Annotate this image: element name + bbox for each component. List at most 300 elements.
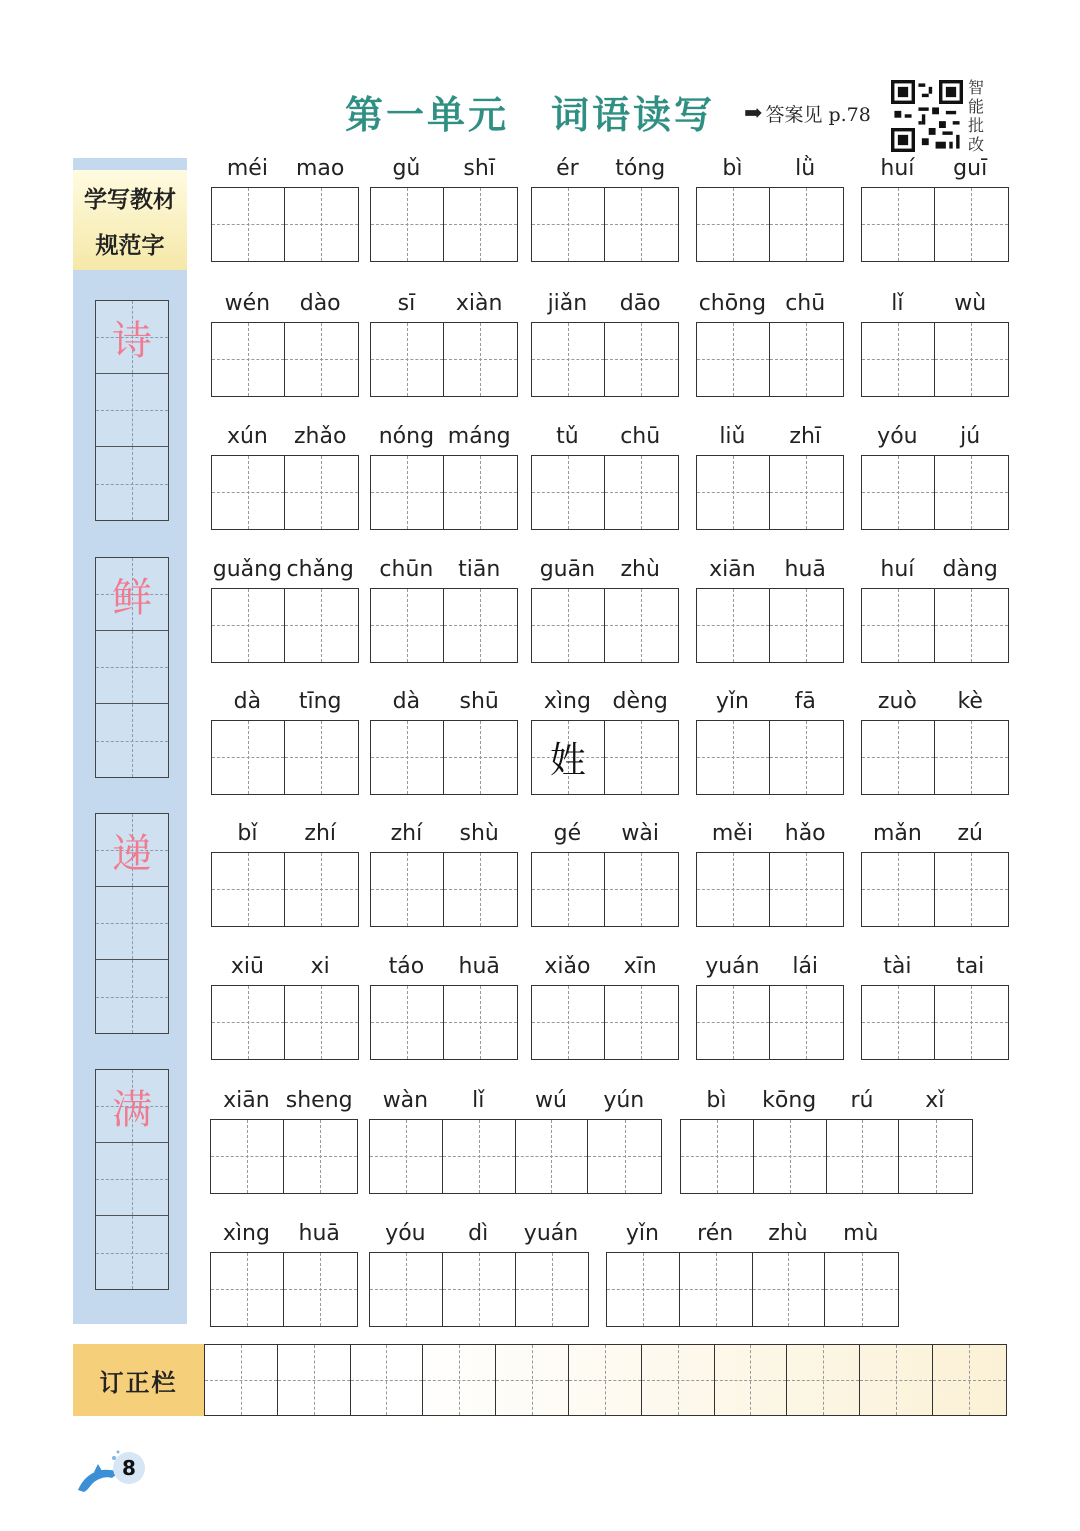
- word-item: [680, 1088, 974, 1198]
- qr-caption: 智 能 批 改: [967, 78, 984, 154]
- writing-boxes: [696, 852, 844, 927]
- writing-box[interactable]: [212, 456, 285, 529]
- writing-box[interactable]: [285, 188, 358, 261]
- practice-cell[interactable]: [96, 1143, 168, 1216]
- writing-box[interactable]: [605, 589, 678, 662]
- pinyin-label: wàn: [382, 1088, 429, 1113]
- writing-box[interactable]: [770, 188, 843, 261]
- word-item: [531, 156, 680, 266]
- model-char: 诗: [112, 317, 152, 364]
- writing-box[interactable]: [588, 1120, 661, 1193]
- correction-box[interactable]: [787, 1345, 860, 1415]
- correction-label: 订正栏: [73, 1344, 204, 1416]
- pinyin-label: zhù: [620, 557, 660, 582]
- writing-boxes: [861, 852, 1009, 927]
- writing-box[interactable]: [935, 986, 1008, 1059]
- sidebar-heading: 学写教材 规范字: [73, 170, 187, 270]
- writing-box[interactable]: [697, 986, 770, 1059]
- writing-boxes: [370, 455, 518, 530]
- writing-box[interactable]: [532, 853, 605, 926]
- writing-box[interactable]: [532, 589, 605, 662]
- writing-boxes: [211, 720, 359, 795]
- writing-box[interactable]: [212, 986, 285, 1059]
- writing-box[interactable]: [285, 853, 358, 926]
- model-char-column: [95, 813, 169, 1034]
- word-item: [861, 557, 1010, 667]
- writing-box[interactable]: [444, 853, 517, 926]
- writing-boxes: [680, 1119, 973, 1194]
- model-char-cell: [96, 301, 168, 374]
- pinyin-label: wén: [224, 291, 271, 316]
- word-item: [370, 689, 519, 799]
- pinyin-label: yóu: [877, 424, 918, 449]
- pinyin-label: jú: [960, 424, 981, 449]
- pinyin-label: lǐ: [891, 291, 904, 316]
- practice-cell[interactable]: [96, 1216, 168, 1289]
- writing-boxes: [531, 985, 679, 1060]
- writing-box[interactable]: [697, 589, 770, 662]
- correction-box[interactable]: [715, 1345, 788, 1415]
- pinyin-label: wù: [954, 291, 987, 316]
- writing-box[interactable]: [935, 188, 1008, 261]
- writing-box[interactable]: [444, 589, 517, 662]
- writing-box[interactable]: [444, 456, 517, 529]
- writing-boxes: [211, 852, 359, 927]
- model-char-column: [95, 1069, 169, 1290]
- word-item: [370, 954, 519, 1064]
- pinyin-label: zhī: [789, 424, 821, 449]
- writing-box[interactable]: [211, 1120, 284, 1193]
- writing-boxes: [370, 720, 518, 795]
- word-item: [606, 1221, 900, 1331]
- model-char-cell: [96, 1070, 168, 1143]
- word-item: [370, 424, 519, 534]
- writing-box[interactable]: [443, 1253, 516, 1326]
- writing-boxes: [531, 852, 679, 927]
- word-item: [369, 1221, 590, 1331]
- writing-boxes: [370, 187, 518, 262]
- pinyin-label: gǔ: [392, 156, 421, 181]
- practice-cell[interactable]: [96, 960, 168, 1033]
- word-item: [211, 821, 360, 931]
- word-item: [370, 156, 519, 266]
- model-char-cell: [96, 814, 168, 887]
- writing-boxes: [370, 322, 518, 397]
- pinyin-label: dāo: [619, 291, 661, 316]
- writing-box[interactable]: [681, 1120, 754, 1193]
- pinyin-label: yuán: [523, 1221, 579, 1246]
- qr-code-icon[interactable]: [891, 80, 963, 152]
- writing-box[interactable]: [211, 1253, 284, 1326]
- correction-box[interactable]: [860, 1345, 933, 1415]
- writing-box[interactable]: [444, 323, 517, 396]
- word-item: [211, 954, 360, 1064]
- pinyin-label: xi: [310, 954, 330, 979]
- page-title: [345, 86, 715, 136]
- word-item: [210, 1221, 359, 1331]
- practice-cell[interactable]: [96, 704, 168, 777]
- word-item: [531, 821, 680, 931]
- word-item: [369, 1088, 663, 1198]
- writing-box[interactable]: [532, 323, 605, 396]
- pinyin-label: shù: [459, 821, 499, 846]
- word-item: [696, 821, 845, 931]
- pinyin-label: guān: [539, 557, 596, 582]
- pinyin-label: tóng: [615, 156, 666, 181]
- writing-box[interactable]: [697, 456, 770, 529]
- writing-box[interactable]: [285, 456, 358, 529]
- pinyin-label: bì: [722, 156, 743, 181]
- practice-cell[interactable]: [96, 887, 168, 960]
- writing-box[interactable]: [212, 721, 285, 794]
- writing-box[interactable]: [770, 853, 843, 926]
- word-item: [210, 1088, 359, 1198]
- pinyin-label: lái: [792, 954, 819, 979]
- pinyin-label: chū: [785, 291, 826, 316]
- writing-box[interactable]: [371, 323, 444, 396]
- writing-box[interactable]: [605, 853, 678, 926]
- model-char: 鲜: [112, 574, 152, 621]
- pinyin-label: yǐn: [625, 1221, 659, 1246]
- writing-box[interactable]: [770, 986, 843, 1059]
- writing-box[interactable]: [285, 721, 358, 794]
- pinyin-label: kōng: [762, 1088, 817, 1113]
- word-item: [211, 557, 360, 667]
- writing-box[interactable]: [935, 456, 1008, 529]
- pinyin-label: xìng: [222, 1221, 270, 1246]
- writing-box[interactable]: [212, 853, 285, 926]
- writing-box[interactable]: [697, 188, 770, 261]
- word-item: [531, 424, 680, 534]
- writing-box[interactable]: [862, 986, 935, 1059]
- writing-boxes: [696, 322, 844, 397]
- answer-reference-text: 答案见 p.78: [765, 103, 871, 126]
- pinyin-label: hǎo: [784, 821, 826, 846]
- writing-box[interactable]: [935, 589, 1008, 662]
- pinyin-label: rén: [697, 1221, 734, 1246]
- pinyin-label: zú: [957, 821, 983, 846]
- pinyin-label: lǜ: [795, 156, 816, 181]
- word-item: [861, 291, 1010, 401]
- writing-box[interactable]: [370, 1120, 443, 1193]
- pinyin-label: huā: [458, 954, 500, 979]
- pinyin-label: chōng: [698, 291, 767, 316]
- writing-box[interactable]: [753, 1253, 826, 1326]
- writing-box[interactable]: [285, 986, 358, 1059]
- writing-boxes: [696, 455, 844, 530]
- writing-boxes: [531, 720, 679, 795]
- writing-box[interactable]: [285, 589, 358, 662]
- writing-boxes: [861, 985, 1009, 1060]
- pinyin-label: xiān: [709, 557, 756, 582]
- writing-box[interactable]: [899, 1120, 972, 1193]
- writing-box[interactable]: [754, 1120, 827, 1193]
- word-item: [696, 689, 845, 799]
- word-item: [861, 689, 1010, 799]
- writing-boxes: [531, 187, 679, 262]
- practice-cell[interactable]: [96, 447, 168, 520]
- pinyin-label: gé: [553, 821, 582, 846]
- writing-box[interactable]: [371, 589, 444, 662]
- writing-box[interactable]: [443, 1120, 516, 1193]
- pinyin-label: yún: [603, 1088, 645, 1113]
- pinyin-label: huí: [880, 557, 915, 582]
- writing-boxes: [696, 187, 844, 262]
- pinyin-label: guǎng: [212, 557, 283, 582]
- writing-box[interactable]: [212, 323, 285, 396]
- pinyin-label: tīng: [298, 689, 342, 714]
- writing-boxes: [861, 455, 1009, 530]
- writing-box[interactable]: [770, 323, 843, 396]
- writing-box[interactable]: [532, 188, 605, 261]
- model-char: 满: [112, 1086, 152, 1133]
- pinyin-label: mù: [843, 1221, 879, 1246]
- writing-boxes: [211, 588, 359, 663]
- writing-boxes: [531, 322, 679, 397]
- writing-box[interactable]: [825, 1253, 898, 1326]
- pinyin-label: xiān: [223, 1088, 270, 1113]
- writing-boxes: [861, 322, 1009, 397]
- correction-box[interactable]: [496, 1345, 569, 1415]
- writing-box[interactable]: [532, 986, 605, 1059]
- writing-box[interactable]: [444, 188, 517, 261]
- pinyin-label: shū: [459, 689, 499, 714]
- writing-box[interactable]: [212, 589, 285, 662]
- correction-box[interactable]: [642, 1345, 715, 1415]
- pinyin-label: bì: [706, 1088, 727, 1113]
- word-item: [211, 424, 360, 534]
- writing-box[interactable]: [444, 986, 517, 1059]
- pinyin-label: dà: [392, 689, 421, 714]
- writing-boxes: [210, 1119, 358, 1194]
- writing-boxes: [211, 985, 359, 1060]
- pinyin-label: guī: [953, 156, 988, 181]
- pinyin-label: táo: [388, 954, 425, 979]
- practice-cell[interactable]: [96, 374, 168, 447]
- writing-box[interactable]: [532, 721, 605, 794]
- writing-boxes: [210, 1252, 358, 1327]
- pinyin-label: zhǎo: [293, 424, 347, 449]
- writing-boxes: [369, 1119, 662, 1194]
- word-item: [370, 557, 519, 667]
- model-char-column: [95, 557, 169, 778]
- writing-boxes: [369, 1252, 589, 1327]
- writing-boxes: [531, 588, 679, 663]
- pinyin-label: fā: [794, 689, 816, 714]
- writing-box[interactable]: [862, 853, 935, 926]
- correction-box[interactable]: [569, 1345, 642, 1415]
- pinyin-label: chū: [620, 424, 661, 449]
- writing-box[interactable]: [935, 323, 1008, 396]
- pinyin-label: zuò: [877, 689, 917, 714]
- writing-box[interactable]: [862, 589, 935, 662]
- correction-box[interactable]: [423, 1345, 496, 1415]
- pinyin-label: nóng: [378, 424, 435, 449]
- pinyin-label: mǎn: [872, 821, 922, 846]
- pinyin-label: yuán: [705, 954, 760, 979]
- word-item: [861, 156, 1010, 266]
- pinyin-label: tiān: [458, 557, 501, 582]
- writing-box[interactable]: [607, 1253, 680, 1326]
- writing-boxes: [370, 852, 518, 927]
- pinyin-label: xún: [226, 424, 268, 449]
- pinyin-label: dào: [299, 291, 341, 316]
- writing-box[interactable]: [935, 853, 1008, 926]
- pinyin-label: xiū: [230, 954, 264, 979]
- writing-box[interactable]: [532, 456, 605, 529]
- pinyin-label: tǔ: [556, 424, 579, 449]
- word-item: [861, 424, 1010, 534]
- practice-cell[interactable]: [96, 631, 168, 704]
- writing-box[interactable]: [862, 721, 935, 794]
- pinyin-label: xǐ: [925, 1088, 945, 1113]
- pinyin-label: chǎng: [286, 557, 354, 582]
- writing-boxes: [531, 455, 679, 530]
- writing-box[interactable]: [371, 721, 444, 794]
- writing-boxes: [696, 985, 844, 1060]
- writing-box[interactable]: [605, 456, 678, 529]
- pinyin-label: ér: [556, 156, 579, 181]
- writing-boxes: [211, 187, 359, 262]
- title-topic: 词语读写: [551, 91, 716, 137]
- model-char-cell: [96, 558, 168, 631]
- pinyin-label: huā: [784, 557, 826, 582]
- word-item: [211, 291, 360, 401]
- pinyin-label: měi: [711, 821, 753, 846]
- pinyin-label: dì: [468, 1221, 489, 1246]
- pinyin-label: dàng: [942, 557, 998, 582]
- pinyin-label: sheng: [285, 1088, 353, 1113]
- writing-box[interactable]: [697, 721, 770, 794]
- writing-box[interactable]: [680, 1253, 753, 1326]
- word-item: [696, 291, 845, 401]
- word-item: [370, 291, 519, 401]
- writing-box[interactable]: [770, 456, 843, 529]
- writing-boxes: [861, 588, 1009, 663]
- answer-reference: [744, 98, 871, 128]
- writing-boxes: [370, 985, 518, 1060]
- writing-box[interactable]: [371, 853, 444, 926]
- pinyin-label: dà: [233, 689, 262, 714]
- correction-grid: [204, 1344, 1007, 1416]
- writing-box[interactable]: [284, 1253, 357, 1326]
- writing-box[interactable]: [770, 589, 843, 662]
- pinyin-label: máng: [447, 424, 511, 449]
- writing-box[interactable]: [284, 1120, 357, 1193]
- writing-box[interactable]: [212, 188, 285, 261]
- writing-boxes: [861, 187, 1009, 262]
- pinyin-label: shī: [463, 156, 495, 181]
- writing-box[interactable]: [862, 323, 935, 396]
- pinyin-label: yóu: [385, 1221, 426, 1246]
- writing-box[interactable]: [605, 986, 678, 1059]
- writing-box[interactable]: [285, 323, 358, 396]
- writing-boxes: [696, 588, 844, 663]
- model-char-column: [95, 300, 169, 521]
- pinyin-label: sī: [397, 291, 416, 316]
- pinyin-label: méi: [226, 156, 268, 181]
- pinyin-label: huí: [880, 156, 915, 181]
- writing-box[interactable]: [697, 323, 770, 396]
- word-item: [696, 954, 845, 1064]
- writing-boxes: [211, 455, 359, 530]
- correction-box[interactable]: [205, 1345, 278, 1415]
- word-item: [531, 954, 680, 1064]
- title-unit: 第一单元: [345, 91, 510, 137]
- pinyin-label: zhí: [390, 821, 423, 846]
- writing-box[interactable]: [371, 188, 444, 261]
- writing-box[interactable]: [444, 721, 517, 794]
- pinyin-label: xiàn: [455, 291, 503, 316]
- pinyin-label: xìng: [543, 689, 591, 714]
- writing-box[interactable]: [370, 1253, 443, 1326]
- writing-boxes: [696, 720, 844, 795]
- pinyin-label: dèng: [612, 689, 668, 714]
- word-item: [211, 156, 360, 266]
- writing-box[interactable]: [605, 188, 678, 261]
- writing-box[interactable]: [371, 456, 444, 529]
- pinyin-label: mao: [296, 156, 345, 181]
- word-item: [531, 291, 680, 401]
- writing-box[interactable]: [516, 1120, 589, 1193]
- pinyin-label: wú: [535, 1088, 567, 1113]
- writing-boxes: [370, 588, 518, 663]
- writing-box[interactable]: [697, 853, 770, 926]
- writing-box[interactable]: [862, 188, 935, 261]
- pinyin-label: lǐ: [472, 1088, 485, 1113]
- pinyin-label: wài: [621, 821, 659, 846]
- arrow-right-icon: ➡: [744, 100, 763, 126]
- writing-box[interactable]: [605, 721, 678, 794]
- writing-boxes: [861, 720, 1009, 795]
- pinyin-label: zhí: [304, 821, 336, 846]
- correction-box[interactable]: [933, 1345, 1006, 1415]
- writing-box[interactable]: [827, 1120, 900, 1193]
- pinyin-label: rú: [850, 1088, 874, 1113]
- pinyin-label: kè: [957, 689, 983, 714]
- pinyin-label: jiǎn: [547, 291, 588, 316]
- pinyin-label: chūn: [379, 557, 434, 582]
- page-number: 8: [113, 1452, 145, 1484]
- pinyin-label: liǔ: [719, 424, 746, 449]
- writing-boxes: [606, 1252, 899, 1327]
- correction-box[interactable]: [278, 1345, 351, 1415]
- pinyin-label: tài: [883, 954, 912, 979]
- pinyin-label: xīn: [623, 954, 657, 979]
- pinyin-label: huā: [298, 1221, 340, 1246]
- word-item: [211, 689, 360, 799]
- pinyin-label: tai: [956, 954, 985, 979]
- writing-box[interactable]: [935, 721, 1008, 794]
- pinyin-label: xiǎo: [544, 954, 591, 979]
- writing-boxes: [211, 322, 359, 397]
- word-item: [861, 954, 1010, 1064]
- pinyin-label: yǐn: [715, 689, 749, 714]
- word-item: [370, 821, 519, 931]
- word-item: [696, 557, 845, 667]
- writing-box[interactable]: [371, 986, 444, 1059]
- writing-box[interactable]: [862, 456, 935, 529]
- word-item: [531, 689, 680, 799]
- word-item: [696, 424, 845, 534]
- correction-box[interactable]: [351, 1345, 424, 1415]
- writing-box[interactable]: [770, 721, 843, 794]
- pinyin-label: zhù: [768, 1221, 808, 1246]
- word-item: [531, 557, 680, 667]
- writing-box[interactable]: [516, 1253, 589, 1326]
- pinyin-label: bǐ: [237, 821, 258, 846]
- writing-box[interactable]: [605, 323, 678, 396]
